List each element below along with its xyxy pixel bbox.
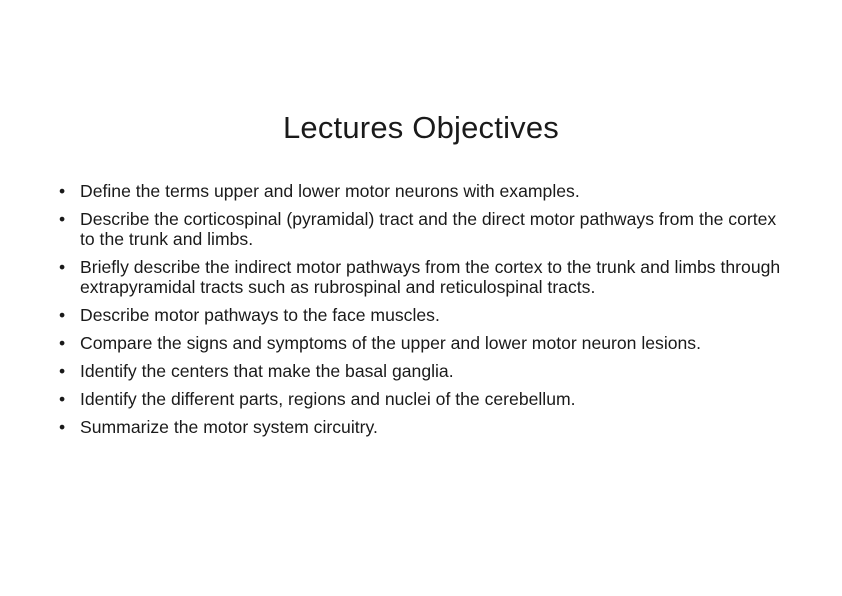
objective-text: Summarize the motor system circuitry. bbox=[80, 417, 378, 437]
bullet-icon: • bbox=[59, 305, 66, 325]
bullet-icon: • bbox=[59, 181, 66, 201]
objective-item bbox=[57, 333, 787, 353]
objective-item bbox=[57, 361, 787, 381]
objective-item bbox=[57, 389, 787, 409]
bullet-icon: • bbox=[59, 417, 66, 437]
bullet-icon: • bbox=[59, 257, 66, 277]
bullet-icon: • bbox=[59, 361, 66, 381]
objective-text: Identify the centers that make the basal ganglia. bbox=[80, 361, 454, 381]
objective-item bbox=[57, 257, 787, 297]
objective-text: Describe motor pathways to the face muscles. bbox=[80, 305, 440, 325]
objective-item bbox=[57, 181, 787, 201]
objective-text: Briefly describe the indirect motor pathways from the cortex to the trunk and limbs through extrapyramidal tracts such as rubrospinal and reticulospinal tracts. bbox=[80, 257, 781, 297]
objective-item bbox=[57, 305, 787, 325]
objective-item bbox=[57, 209, 787, 249]
objectives-list bbox=[57, 181, 787, 445]
bullet-icon: • bbox=[59, 209, 66, 229]
objective-text: Compare the signs and symptoms of the upper and lower motor neuron lesions. bbox=[80, 333, 701, 353]
slide-title: Lectures Objectives bbox=[282, 110, 560, 145]
objective-text: Describe the corticospinal (pyramidal) tract and the direct motor pathways from the cortex to the trunk and limbs. bbox=[80, 209, 777, 249]
objective-text: Define the terms upper and lower motor neurons with examples. bbox=[80, 181, 580, 201]
objective-text: Identify the different parts, regions and nuclei of the cerebellum. bbox=[80, 389, 576, 409]
bullet-icon: • bbox=[59, 333, 66, 353]
bullet-icon: • bbox=[59, 389, 66, 409]
objective-item bbox=[57, 417, 787, 437]
